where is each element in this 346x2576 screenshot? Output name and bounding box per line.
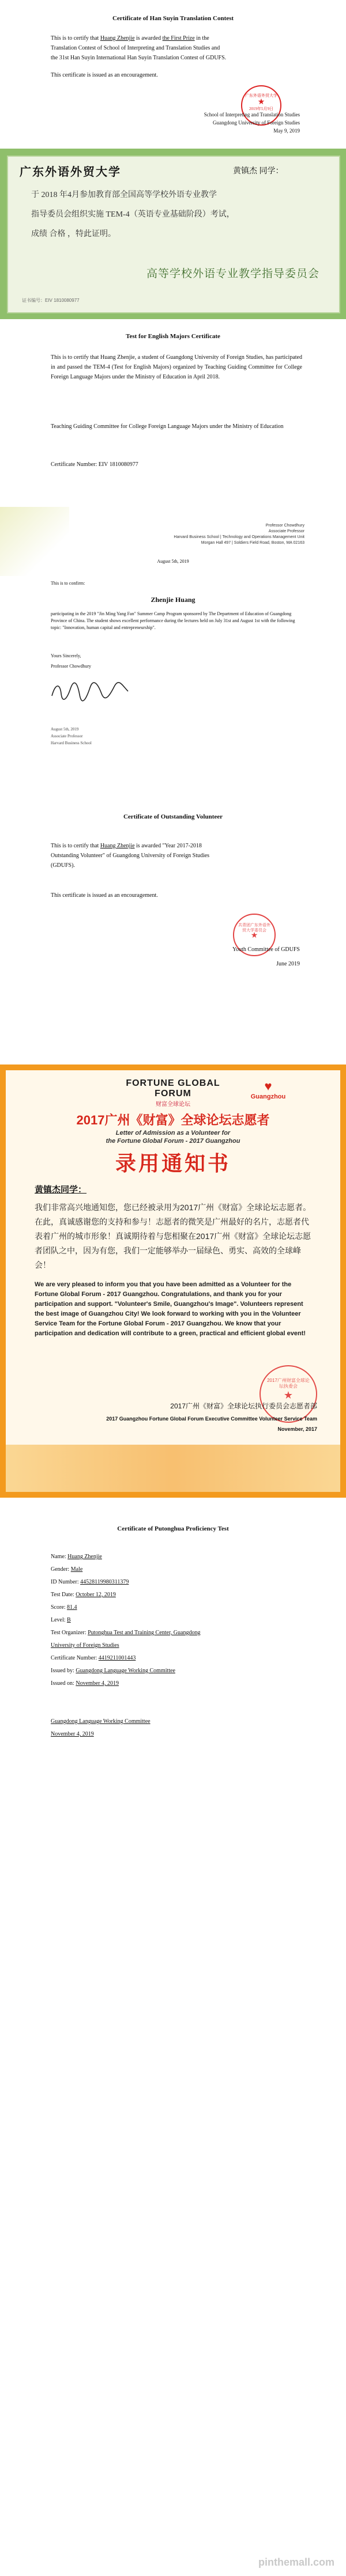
heart-icon: ♥ bbox=[264, 1079, 272, 1093]
watermark-bar bbox=[0, 2548, 346, 2576]
field-gender bbox=[51, 1563, 304, 1576]
fortune-logo bbox=[115, 1078, 231, 1108]
letter-date: August 5th, 2019 bbox=[157, 559, 189, 564]
tem4-cn-issuer: 高等学校外语专业教学指导委员会 bbox=[146, 268, 320, 280]
cert1-line2: Translation Contest of School of Interpreting and Translation Studies and bbox=[51, 45, 220, 51]
volunteer-certificate bbox=[0, 788, 346, 1059]
sender-name: Professor Chowdhury bbox=[265, 524, 304, 528]
letter-salutation: This is to confirm: bbox=[51, 581, 85, 586]
watermark: pinthemall.com bbox=[258, 2556, 334, 2568]
footer-org: Harvard Business School bbox=[51, 741, 92, 745]
issuedby-label: Issued by: bbox=[51, 1668, 74, 1674]
fortune-footer-band bbox=[6, 1445, 340, 1492]
footer-org-value: Guangdong Language Working Committee bbox=[51, 1718, 151, 1725]
score-value: 81.4 bbox=[67, 1604, 77, 1611]
cert5-body bbox=[51, 841, 304, 870]
testdate-label: Test Date: bbox=[51, 1592, 74, 1598]
cert5-issuer: Youth Committee of GDUFS bbox=[232, 946, 300, 953]
id-value: 44528119980311379 bbox=[80, 1579, 129, 1585]
tem4-cn-body bbox=[31, 185, 331, 244]
letter-sender-block bbox=[173, 523, 304, 546]
score-label: Score: bbox=[51, 1604, 66, 1611]
certno-label: Certificate Number: bbox=[51, 1655, 97, 1661]
tem4-cn-certno: 证书编号：EIV 1810080977 bbox=[22, 298, 80, 303]
fortune-cn-body: 我们非常高兴地通知您，您已经被录用为2017广州《财富》全球论坛志愿者。在此，真诚感谢您的支持和参与！志愿者的微笑是广州最好的名片，志愿者代表着广州的城市形象！真诚期待着与您相聚在2017广州《财富》全球论坛志愿者团队之中，因为有您，我们一定能够举办一届绿色、勇实、高效的全球峰会！ bbox=[35, 1203, 311, 1270]
tem4-cn-body2: 指导委员会组织实施 TEM-4（英语专业基础阶段）考试， bbox=[31, 210, 235, 219]
cert1-signoff bbox=[185, 111, 300, 135]
cert1-name: Huang Zhenjie bbox=[100, 35, 135, 41]
cert1-line1-pre: This is to certify that bbox=[51, 35, 99, 41]
cert1-seal-text: 广东外语外贸大学 bbox=[245, 93, 277, 98]
footer-date: August 5th, 2019 bbox=[51, 727, 79, 732]
footer-title: Associate Professor bbox=[51, 734, 83, 738]
fortune-seal bbox=[260, 1365, 317, 1423]
fortune-sign-cn: 2017广州《财富》全球论坛执行委员会志愿者部 bbox=[170, 1402, 317, 1410]
fortune-en-body: We are very pleased to inform you that you have been admitted as a Volunteer for the Fortune Global Forum - 2017 Guangzhou. Congratulations, and thank you for your participation and support. "Volunteer's Smile, Guangzhou's Image". Volunteers represent the best image of Guangzhou City! We look forward to working with you in the Volunteer Service Team for the Fortune Global Forum - 2017 Guangzhou. We know that your participation and dedication will contribute to a green, practical and efficient global event! bbox=[35, 1281, 306, 1337]
cert5-signoff bbox=[185, 945, 300, 969]
closing-text: Yours Sincerely, bbox=[51, 653, 81, 658]
sender-title: Associate Professor bbox=[268, 529, 304, 533]
sender-dept: Harvard Business School | Technology and Operations Management Unit bbox=[174, 535, 304, 539]
tem4-cn-header: 广东外语外贸大学 bbox=[20, 166, 121, 179]
organizer-value1: Putonghua Test and Training Center, Guangdong bbox=[88, 1630, 201, 1636]
cert1-university: Guangdong University of Foreign Studies bbox=[213, 120, 300, 126]
fortune-brand-en: FORTUNE GLOBAL FORUM bbox=[126, 1078, 220, 1098]
footer-date-value: November 4, 2019 bbox=[51, 1731, 94, 1737]
cert1-date: May 9, 2019 bbox=[273, 128, 300, 134]
letter-body: participating in the 2019 "Jin Ming Yang Fan" Summer Camp Program sponsored by The Department of Education of Guangdong Province of China. The student shows excellent performance during the lectures held on July 31st and August 1st with the following topic: "Innovation, human capital and entrepreneurship". bbox=[51, 611, 295, 630]
fortune-sign-en: 2017 Guangzhou Fortune Global Forum Executive Committee Volunteer Service Team bbox=[106, 1416, 317, 1422]
cert7-title: Certificate of Putonghua Proficiency Test bbox=[117, 1525, 229, 1532]
cert1-line1-mid: is awarded bbox=[136, 35, 161, 41]
level-label: Level: bbox=[51, 1617, 66, 1623]
tem4-english-certificate bbox=[0, 324, 346, 502]
field-issuedon bbox=[51, 1677, 304, 1690]
cert5-line3: (GDUFS). bbox=[51, 862, 75, 869]
cert3-title: Test for English Majors Certificate bbox=[126, 333, 220, 340]
signature bbox=[50, 679, 130, 702]
letter-corner-decoration bbox=[0, 507, 69, 576]
cert1-title: Certificate of Han Suyin Translation Contest bbox=[112, 15, 234, 22]
fortune-notice-title: 录用通知书 bbox=[115, 1151, 231, 1175]
cert5-line2: Outstanding Volunteer" of Guangdong University of Foreign Studies bbox=[51, 853, 210, 859]
issuedby-value: Guangdong Language Working Committee bbox=[76, 1668, 175, 1674]
fortune-forum-letter bbox=[0, 1065, 346, 1498]
star-icon: ★ bbox=[257, 98, 265, 107]
headline-en-line1: Letter of Admission as a Volunteer for bbox=[115, 1130, 231, 1137]
letter-closing bbox=[51, 651, 91, 672]
issuedon-value: November 4, 2019 bbox=[76, 1680, 119, 1687]
cert5-seal-text: 共青团广东外语外贸大学委员会 bbox=[238, 923, 270, 933]
tem4-cn-name: 黄镇杰 同学： bbox=[233, 167, 284, 176]
putonghua-certificate bbox=[0, 1502, 346, 2461]
cert3-certno: Certificate Number: EIV 1810080977 bbox=[51, 461, 138, 468]
issuedon-label: Issued on: bbox=[51, 1680, 74, 1687]
field-organizer bbox=[51, 1627, 304, 1639]
letter-footer bbox=[51, 726, 92, 747]
cert1-line1-post: in the bbox=[196, 35, 209, 41]
field-certno bbox=[51, 1652, 304, 1665]
cert5-pre: This is to certify that bbox=[51, 843, 99, 849]
han-suyin-certificate bbox=[0, 0, 346, 144]
id-label: ID Number: bbox=[51, 1579, 79, 1585]
star-icon: ★ bbox=[250, 931, 258, 940]
star-icon: ★ bbox=[283, 1389, 294, 1401]
letter-name: Zhenjie Huang bbox=[151, 596, 195, 604]
fortune-headline-cn: 2017广州《财富》全球论坛志愿者 bbox=[76, 1113, 270, 1127]
organizer-value2: University of Foreign Studies bbox=[51, 1642, 119, 1649]
level-value: B bbox=[67, 1617, 71, 1623]
cert1-note: This certificate is issued as an encouragement. bbox=[51, 72, 158, 78]
guangzhou-logo-text: Guangzhou bbox=[250, 1093, 286, 1100]
cert1-school: School of Interpreting and Translation Studies bbox=[204, 112, 300, 118]
field-score bbox=[51, 1601, 304, 1614]
cert1-body bbox=[51, 33, 304, 63]
gender-label: Gender: bbox=[51, 1566, 70, 1573]
cert5-date: June 2019 bbox=[276, 961, 300, 967]
tem4-chinese-certificate bbox=[0, 149, 346, 319]
cert7-footer bbox=[51, 1715, 151, 1741]
fortune-headline-en bbox=[6, 1129, 340, 1145]
fortune-inner bbox=[6, 1070, 340, 1492]
sender-addr: Morgan Hall 497 | Soldiers Field Road, Boston, MA 02163 bbox=[201, 541, 304, 545]
closing-name: Professor Chowdhury bbox=[51, 664, 91, 669]
cert1-line3: the 31st Han Suyin International Han Suyin Translation Contest of GDUFS. bbox=[51, 55, 227, 61]
cert7-fields bbox=[51, 1551, 304, 1690]
field-id bbox=[51, 1576, 304, 1589]
field-issuedby bbox=[51, 1665, 304, 1677]
tem4-cn-body3: 成绩 合格 ，特此证明。 bbox=[31, 230, 116, 238]
fortune-seal-text: 2017广州财富全球论坛执委会 bbox=[267, 1378, 310, 1389]
certno-value: 4419211001443 bbox=[98, 1655, 136, 1661]
cert5-note: This certificate is issued as an encouragement. bbox=[51, 892, 158, 899]
field-name bbox=[51, 1551, 304, 1563]
tem4-cn-inner bbox=[7, 156, 340, 313]
organizer-label: Test Organizer: bbox=[51, 1630, 86, 1636]
cert1-prize: the First Prize bbox=[162, 35, 195, 41]
name-value: Huang Zhenjie bbox=[67, 1554, 102, 1560]
cert3-p1: This is to certify that Huang Zhenjie, a student of Guangdong University of Foreign Studies, has participated in and passed the TEM-4 (Test for English Majors) organized by Teaching Guiding Committee for College Foreign Language Majors under the Ministry of Education in April 2018. bbox=[51, 354, 302, 380]
gender-value: Male bbox=[70, 1566, 83, 1573]
cert3-p2: Teaching Guiding Committee for College Foreign Language Majors under the Ministry of Education bbox=[51, 423, 284, 430]
fortune-brand-cn: 财富全球论坛 bbox=[156, 1101, 190, 1108]
field-level bbox=[51, 1614, 304, 1627]
guangzhou-logo bbox=[242, 1079, 294, 1100]
cert5-title: Certificate of Outstanding Volunteer bbox=[123, 813, 223, 820]
harvard-letter bbox=[0, 507, 346, 783]
testdate-value: October 12, 2019 bbox=[76, 1592, 116, 1598]
tem4-cn-body1: 于 2018 年4月参加教育部全国高等学校外语专业教学 bbox=[31, 191, 217, 199]
field-testdate bbox=[51, 1589, 304, 1601]
name-label: Name: bbox=[51, 1554, 66, 1560]
fortune-greeting: 黄镇杰同学： bbox=[35, 1185, 87, 1195]
cert5-mid: is awarded "Year 2017-2018 bbox=[136, 843, 202, 849]
fortune-date: November, 2017 bbox=[277, 1426, 317, 1432]
cert5-name: Huang Zhenjie bbox=[100, 843, 135, 849]
headline-en-line2: the Fortune Global Forum - 2017 Guangzhou bbox=[106, 1138, 240, 1145]
cert1-seal-date: 2019年5月9日 bbox=[249, 107, 273, 111]
field-organizer-cont bbox=[51, 1639, 304, 1652]
